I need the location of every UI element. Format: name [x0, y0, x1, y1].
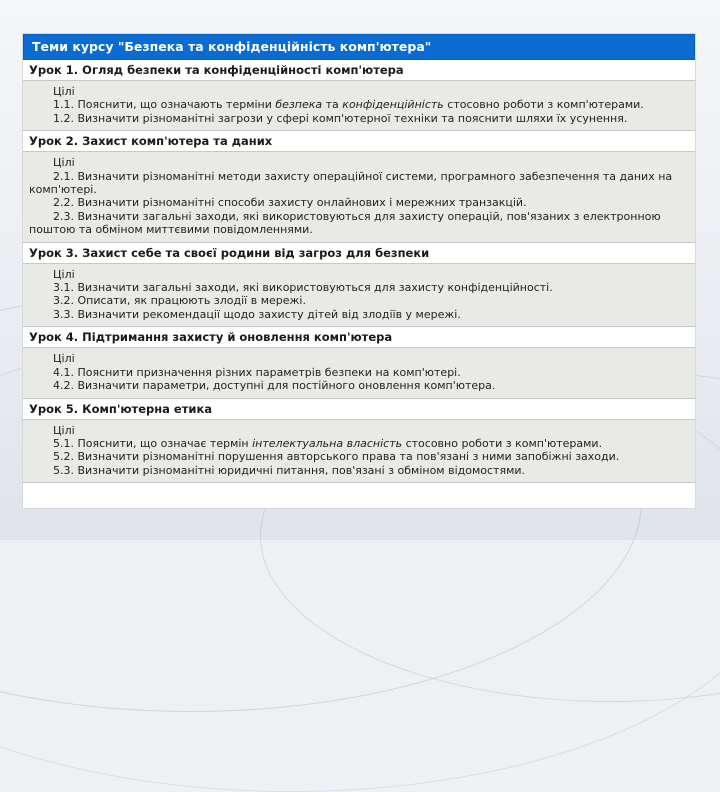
goal-item: 3.3. Визначити рекомендації щодо захисту дітей від злодіїв у мережі. [53, 307, 461, 321]
course-topics-table [23, 34, 695, 508]
lesson-title: Урок 5. Комп'ютерна етика [23, 399, 695, 420]
lesson-title: Урок 2. Захист комп'ютера та даних [23, 131, 695, 152]
goals-label: Цілі [53, 85, 75, 98]
emphasized-term: безпека [275, 98, 323, 112]
emphasized-term: інтелектуальна власність [252, 436, 403, 450]
goal-item: 1.2. Визначити різноманітні загрози у сфері комп'ютерної техніки та пояснити шляхи їх усунення. [53, 111, 628, 125]
goals-label: Цілі [53, 156, 75, 170]
table-header: Теми курсу "Безпека та конфіденційність комп'ютера" [23, 34, 695, 60]
goal-item: 2.1. Визначити різноманітні методи захисту операційної системи, програмного забезпечення та даних на комп'ютері. [29, 169, 673, 197]
goal-item: 4.1. Пояснити призначення різних параметрів безпеки на комп'ютері. [53, 365, 461, 379]
lesson-body [23, 81, 695, 131]
goal-text: 1.1. Пояснити, що означають терміни [53, 98, 276, 112]
goal-item: 2.3. Визначити загальні заходи, які використовуються для захисту операцій, пов'язаних з електронною поштою та обміном миттєвими повідомленнями. [29, 209, 661, 237]
goal-text: стосовно роботи з комп'ютерами. [402, 436, 603, 450]
goal-item: 2.2. Визначити різноманітні способи захисту онлайнових і мережних транзакцій. [53, 196, 527, 210]
lesson-title: Урок 3. Захист себе та своєї родини від загроз для безпеки [23, 243, 695, 264]
goals-label: Цілі [53, 423, 75, 437]
goals-label: Цілі [53, 352, 75, 366]
goal-item: 5.3. Визначити різноманітні юридичні питання, пов'язані з обміном відомостями. [53, 463, 526, 477]
goal-item: 4.2. Визначити параметри, доступні для постійного оновлення комп'ютера. [53, 379, 496, 393]
goal-text: 5.1. Пояснити, що означає термін [53, 436, 253, 450]
goal-text: та [322, 98, 343, 112]
lessons-list [23, 60, 695, 483]
goal-item [29, 98, 687, 111]
lesson-body [23, 348, 695, 398]
lesson-title: Урок 4. Підтримання захисту й оновлення комп'ютера [23, 327, 695, 348]
goal-text: стосовно роботи з комп'ютерами. [443, 98, 644, 112]
lesson-body [23, 152, 695, 242]
lesson-title: Урок 1. Огляд безпеки та конфіденційності комп'ютера [23, 60, 695, 81]
lesson-body [23, 264, 695, 328]
goal-item: 3.2. Описати, як працюють злодії в мережі. [53, 294, 306, 308]
goal-item: 5.2. Визначити різноманітні порушення авторського права та пов'язані з ними запобіжні заходи. [53, 450, 620, 464]
goals-label: Цілі [53, 267, 75, 281]
goal-item: 3.1. Визначити загальні заходи, які використовуються для захисту конфіденційності. [53, 281, 553, 295]
emphasized-term: конфіденційність [342, 98, 444, 112]
goal-item [29, 437, 687, 450]
lesson-body [23, 420, 695, 484]
